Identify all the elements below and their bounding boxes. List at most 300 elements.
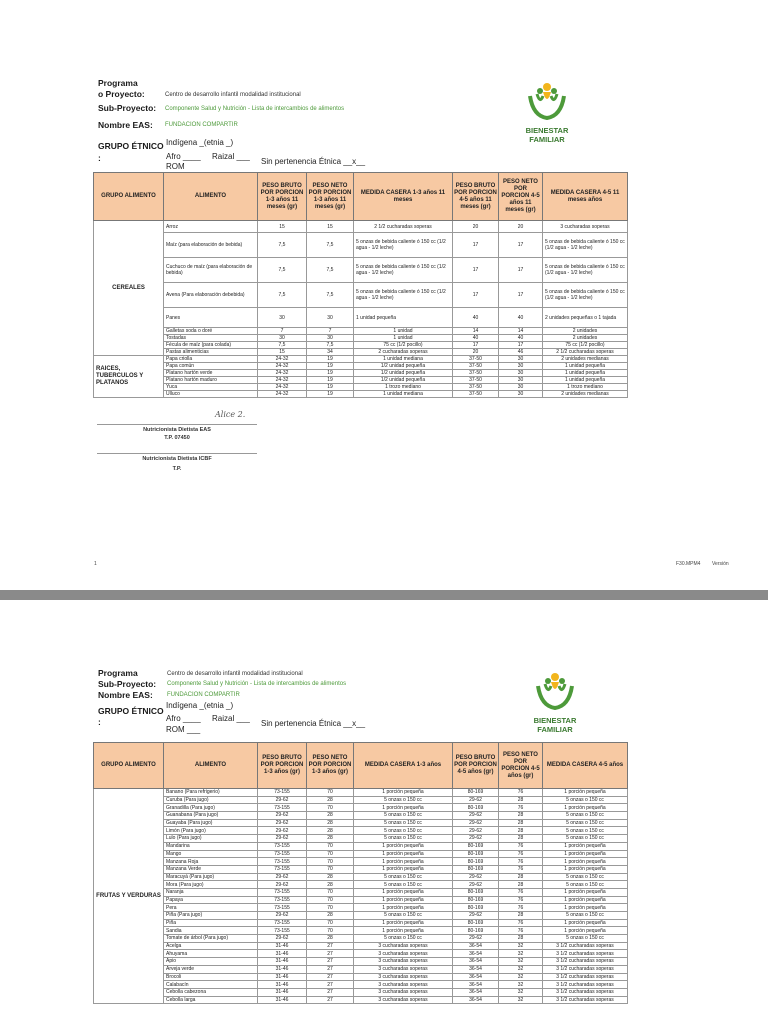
subproyecto-label: Sub-Proyecto: [98,679,157,689]
table-cell: 73-155 [258,804,307,812]
programa-label: Programa [98,78,138,88]
table-cell: 32 [499,973,543,981]
table-cell: 1 porción pequeña [543,858,628,866]
table-cell: 20 [453,221,499,233]
table-cell: 80-169 [453,858,499,866]
table-cell: 3 1/2 cucharadas soperas [543,996,628,1004]
table-cell: 29-62 [453,881,499,889]
table-cell: 3 1/2 cucharadas soperas [543,973,628,981]
column-header: ALIMENTO [164,173,258,221]
table-row [94,308,628,328]
table-cell: 29-62 [258,881,307,889]
bienestar-familiar-logo [517,80,577,144]
table-row [94,356,628,363]
table-cell: 30 [499,370,543,377]
table-cell: 37-50 [453,363,499,370]
raizal-field: Raizal ___ [212,152,250,161]
table-cell: 70 [307,789,354,797]
table-cell: 40 [499,335,543,342]
table-cell: Maíz (para elaboración de bebida) [164,233,258,258]
table-cell: 28 [307,873,354,881]
table-cell: Guanabana (Para jugo) [164,812,258,820]
table-cell: 73-155 [258,927,307,935]
table-row [94,233,628,258]
table-cell: 70 [307,896,354,904]
table-cell: 28 [499,812,543,820]
table-cell: 2 1/2 cucharadas soperas [543,349,628,356]
table-cell: Lulo (Para jugo) [164,835,258,843]
table-cell: 1/2 unidad pequeña [354,370,453,377]
table-cell: 7,5 [307,342,354,349]
table-cell: 24-32 [258,377,307,384]
table-cell: 28 [307,827,354,835]
table-cell: 1 unidad pequeña [354,308,453,328]
table-cell: 40 [453,308,499,328]
table-cell: 5 onzas o 150 cc [543,881,628,889]
table-cell: Manzana Verde [164,865,258,873]
signature-line-2 [97,453,257,454]
table-cell: 36-54 [453,973,499,981]
table-cell: 17 [499,283,543,308]
table-cell: 28 [307,812,354,820]
table-cell: 36-54 [453,988,499,996]
table-cell: 5 onzas o 150 cc [543,912,628,920]
table-cell: 80-169 [453,842,499,850]
table-cell: 17 [453,283,499,308]
table-cell: Granadilla (Para jugo) [164,804,258,812]
table-cell: 76 [499,858,543,866]
footer-version: Versión [712,561,729,567]
table-cell: Cebolla larga [164,996,258,1004]
table-cell: 34 [307,349,354,356]
table-cell: 32 [499,988,543,996]
table-cell: 80-169 [453,789,499,797]
table-cell: 15 [307,221,354,233]
exchange-table-1 [93,172,628,398]
table-cell: 40 [453,335,499,342]
table-cell: 28 [499,881,543,889]
table-cell: 1 unidad [354,335,453,342]
table-cell: 73-155 [258,896,307,904]
table-cell: 76 [499,789,543,797]
table-cell: 7,5 [258,233,307,258]
table-cell: 29-62 [258,835,307,843]
table-header-row [94,173,628,221]
sin-pertenencia-field: Sin pertenencia Étnica __x__ [261,157,366,166]
table-cell: 1 porción pequeña [354,904,453,912]
sig2-tp: T.P. [172,466,182,472]
table-cell: 32 [499,942,543,950]
table-cell: 30 [499,363,543,370]
table-row [94,958,628,966]
table-cell: Papa común [164,363,258,370]
table-cell: 5 onzas de bebida caliente ó 150 cc (1/2 agua - 1/2 leche) [543,258,628,283]
sig2-title: Nutricionista Dietista ICBF [142,456,212,462]
table-cell: Mango [164,850,258,858]
column-header: PESO NETO POR PORCION 1-3 años (gr) [307,743,354,789]
table-cell: 7,5 [307,283,354,308]
table-cell: 2 unidades medianas [543,356,628,363]
table-cell: Piña [164,919,258,927]
table-row [94,873,628,881]
logo-text-2: FAMILIAR [529,134,565,144]
table-cell: 19 [307,363,354,370]
table-row [94,858,628,866]
logo-text-2: FAMILIAR [537,724,573,734]
group-name-cell: FRUTAS Y VERDURAS [94,789,164,1004]
table-cell: Mandarina [164,842,258,850]
table-cell: 37-50 [453,356,499,363]
table-cell: 27 [307,942,354,950]
table-cell: 70 [307,888,354,896]
table-cell: 27 [307,973,354,981]
table-cell: 73-155 [258,919,307,927]
table-cell: 1 porción pequeña [543,789,628,797]
table-cell: 5 onzas o 150 cc [354,812,453,820]
column-header: PESO NETO POR PORCION 4-5 años 11 meses (gr) [499,173,543,221]
table-cell: 2 unidades [543,335,628,342]
sig1-title: Nutricionista Dietista EAS [143,427,211,433]
table-cell: 29-62 [258,812,307,820]
table-cell: 31-46 [258,950,307,958]
table-cell: Manzana Roja [164,858,258,866]
table-cell: 30 [258,335,307,342]
table-cell: 1 porción pequeña [354,804,453,812]
table-cell: Cuchuco de maíz (para elaboración de bebida) [164,258,258,283]
table-cell: 28 [499,796,543,804]
table-cell: 7,5 [258,283,307,308]
table-cell: 36-54 [453,942,499,950]
table-cell: 29-62 [258,873,307,881]
table-row [94,812,628,820]
table-cell: 27 [307,988,354,996]
table-cell: 14 [453,328,499,335]
table-row [94,950,628,958]
table-cell: 30 [307,335,354,342]
table-row [94,827,628,835]
table-cell: 17 [453,342,499,349]
table-cell: Yuca [164,384,258,391]
table-cell: 29-62 [453,819,499,827]
page-number: 1 [94,561,97,567]
table-cell: Papaya [164,896,258,904]
table-row [94,804,628,812]
table-cell: 2 cucharadas soperas [354,349,453,356]
table-cell: 5 onzas o 150 cc [354,796,453,804]
table-cell: 7,5 [307,233,354,258]
table-cell: Platano hartón verde [164,370,258,377]
table-cell: 5 onzas o 150 cc [354,827,453,835]
table-cell: 28 [307,881,354,889]
table-cell: Arroz [164,221,258,233]
table-cell: 37-50 [453,391,499,398]
table-cell: 5 onzas o 150 cc [354,835,453,843]
table-cell: 28 [307,796,354,804]
table-cell: 5 onzas o 150 cc [354,881,453,889]
table-cell: 76 [499,896,543,904]
table-cell: Maracuyá (Para jugo) [164,873,258,881]
grupo-etnico-colon: : [98,153,101,163]
table-cell: 1 porción pequeña [543,850,628,858]
table-cell: 28 [499,873,543,881]
table-row [94,789,628,797]
table-cell: 3 1/2 cucharadas soperas [543,958,628,966]
table-cell: 70 [307,850,354,858]
table-cell: 73-155 [258,842,307,850]
programa-value: Centro de desarrollo infantil modalidad institucional [165,92,301,98]
table-cell: 3 cucharadas soperas [354,973,453,981]
table-cell: 28 [499,935,543,943]
table-cell: 32 [499,965,543,973]
table-cell: 70 [307,927,354,935]
table-cell: 1 porción pequeña [543,865,628,873]
table-cell: 40 [499,308,543,328]
column-header: MEDIDA CASERA 4-5 11 meses años [543,173,628,221]
table-cell: 7 [307,328,354,335]
table-cell: 32 [499,958,543,966]
table-cell: 3 cucharadas soperas [354,996,453,1004]
table-cell: 29-62 [453,835,499,843]
table-cell: 75 cc (1/2 pocillo) [354,342,453,349]
table-cell: 5 onzas de bebida caliente ó 150 cc (1/2 agua - 1/2 leche) [543,233,628,258]
grupo-etnico-colon: : [98,717,101,727]
table-cell: 29-62 [258,912,307,920]
table-row [94,328,628,335]
table-cell: 37-50 [453,377,499,384]
logo-text-1: BIENESTAR [525,126,569,135]
table-cell: 2 unidades medianas [543,391,628,398]
table-cell: 5 onzas o 150 cc [354,873,453,881]
table-cell: 1 unidad pequeña [543,370,628,377]
table-cell: 70 [307,919,354,927]
signature-line-1 [97,424,257,425]
table-row [94,363,628,370]
column-header: ALIMENTO [164,743,258,789]
table-cell: 3 cucharadas soperas [354,958,453,966]
table-cell: 2 unidades [543,328,628,335]
table-cell: 36-54 [453,981,499,989]
table-cell: 1 porción pequeña [354,927,453,935]
table-cell: 27 [307,981,354,989]
table-cell: 29-62 [258,796,307,804]
table-cell: 5 onzas o 150 cc [354,819,453,827]
table-cell: Platano hartón maduro [164,377,258,384]
column-header: PESO BRUTO POR PORCION 4-5 años (gr) [453,743,499,789]
table-row [94,819,628,827]
table-cell: Ulluco [164,391,258,398]
table-cell: 36-54 [453,996,499,1004]
table-cell: 1 porción pequeña [543,804,628,812]
table-cell: 80-169 [453,896,499,904]
table-cell: 73-155 [258,888,307,896]
eas-label: Nombre EAS: [98,690,153,700]
table-cell: 70 [307,804,354,812]
table-cell: 5 onzas o 150 cc [543,819,628,827]
table-cell: 3 cucharadas soperas [354,942,453,950]
column-header: PESO NETO POR PORCION 1-3 años 11 meses (gr) [307,173,354,221]
table-cell: 3 1/2 cucharadas soperas [543,988,628,996]
table-cell: Curuba (Para jugo) [164,796,258,804]
table-cell: 28 [499,835,543,843]
table-cell: 3 cucharadas soperas [354,988,453,996]
table-cell: Naranja [164,888,258,896]
table-cell: 1 porción pequeña [354,842,453,850]
table-cell: 24-32 [258,391,307,398]
programa-label: Programa [98,668,138,678]
table-cell: 76 [499,865,543,873]
exchange-table-2 [93,742,628,1004]
table-cell: Pera [164,904,258,912]
table-cell: 17 [499,342,543,349]
table-cell: 76 [499,927,543,935]
table-row [94,384,628,391]
table-cell: 1 unidad [354,328,453,335]
table-cell: 24-32 [258,370,307,377]
table-cell: 76 [499,888,543,896]
table-cell: 76 [499,850,543,858]
table-row [94,342,628,349]
table-cell: 5 onzas o 150 cc [543,873,628,881]
table-cell: 1 porción pequeña [543,896,628,904]
table-cell: Apio [164,958,258,966]
column-header: MEDIDA CASERA 4-5 años [543,743,628,789]
table-row [94,935,628,943]
column-header: GRUPO ALIMENTO [94,173,164,221]
table-row [94,912,628,920]
table-cell: 80-169 [453,865,499,873]
table-row [94,221,628,233]
table-cell: Pastas alimenticias [164,349,258,356]
proyecto-label: o Proyecto: [98,89,145,99]
table-cell: Guayaba (Para jugo) [164,819,258,827]
table-cell: 46 [499,349,543,356]
table-cell: 1/2 unidad pequeña [354,363,453,370]
table-cell: 1 porción pequeña [354,789,453,797]
table-cell: 27 [307,965,354,973]
table-cell: 75 cc (1/2 pocillo) [543,342,628,349]
table-cell: 31-46 [258,958,307,966]
table-cell: 27 [307,950,354,958]
table-row [94,842,628,850]
table-cell: 37-50 [453,384,499,391]
afro-field: Afro ____ [166,714,201,723]
table-cell: 2 unidades pequeñas o 1 tajada [543,308,628,328]
eas-value: FUNDACION COMPARTIR [167,692,240,698]
table-cell: Tostadas [164,335,258,342]
table-cell: Acelga [164,942,258,950]
column-header: MEDIDA CASERA 1-3 años [354,743,453,789]
table-cell: 80-169 [453,804,499,812]
table-cell: 7,5 [258,342,307,349]
grupo-etnico-label: GRUPO ÉTNICO [98,141,164,151]
table-cell: Avena (Para elaboración debebida) [164,283,258,308]
table-cell: Calabacín [164,981,258,989]
footer-code: F30.MPM4 [676,561,701,567]
table-cell: 28 [499,912,543,920]
table-cell: 5 onzas o 150 cc [354,912,453,920]
table-cell: 31-46 [258,942,307,950]
table-cell: 7,5 [258,258,307,283]
table-row [94,865,628,873]
table-cell: 7,5 [307,258,354,283]
table-cell: 29-62 [258,935,307,943]
table-cell: 32 [499,950,543,958]
table-cell: 1 trozo mediano [354,384,453,391]
table-cell: 1 unidad mediana [354,391,453,398]
group-name-cell: CEREALES [94,221,164,356]
table-cell: 5 onzas de bebida caliente ó 150 cc (1/2 agua - 1/2 leche) [354,258,453,283]
table-cell: 24-32 [258,356,307,363]
table-cell: 76 [499,919,543,927]
table-row [94,850,628,858]
table-cell: 5 onzas o 150 cc [543,827,628,835]
table-cell: Mora (Para jugo) [164,881,258,889]
table-cell: 3 cucharadas soperas [354,950,453,958]
sig1-tp: T.P. 07450 [164,435,190,441]
table-cell: 70 [307,842,354,850]
table-cell: 28 [307,835,354,843]
rom-field: ROM [166,162,185,171]
table-cell: 19 [307,370,354,377]
table-cell: 20 [453,349,499,356]
table-cell: 27 [307,996,354,1004]
logo-text-1: BIENESTAR [533,716,577,725]
indigena-field: Indígena _(etnia _) [166,701,234,710]
subproyecto-value: Componente Salud y Nutrición - Lista de intercambios de alimentos [167,681,347,687]
table-row [94,981,628,989]
table-cell: 73-155 [258,789,307,797]
column-header: PESO NETO POR PORCION 4-5 años (gr) [499,743,543,789]
indigena-field: Indígena _(etnia _) [166,138,234,147]
table-cell: 17 [499,233,543,258]
table-cell: Arveja verde [164,965,258,973]
table-cell: 76 [499,804,543,812]
table-cell: 73-155 [258,865,307,873]
table-cell: 19 [307,377,354,384]
table-cell: 1 porción pequeña [543,927,628,935]
table-cell: Galletas soda o doré [164,328,258,335]
table-cell: 73-155 [258,850,307,858]
table-row [94,973,628,981]
table-cell: Tomate de árbol (Para jugo) [164,935,258,943]
table-cell: 5 onzas de bebida caliente ó 150 cc (1/2 agua - 1/2 leche) [354,233,453,258]
table-cell: 15 [258,349,307,356]
table-cell: 5 onzas o 150 cc [543,935,628,943]
sin-pertenencia-field: Sin pertenencia Étnica __x__ [261,719,366,728]
table-cell: 1 porción pequeña [543,919,628,927]
group-name-cell: RAICES, TUBERCULOS Y PLATANOS [94,356,164,398]
table-cell: 27 [307,958,354,966]
table-cell: 3 1/2 cucharadas soperas [543,965,628,973]
table-row [94,919,628,927]
table-cell: 29-62 [453,873,499,881]
table-cell: 70 [307,865,354,873]
table-cell: 31-46 [258,981,307,989]
table-cell: 29-62 [453,935,499,943]
table-row [94,835,628,843]
table-cell: 80-169 [453,904,499,912]
table-cell: 70 [307,858,354,866]
table-cell: 1 porción pequeña [354,919,453,927]
table-cell: 1 porción pequeña [543,842,628,850]
table-cell: 29-62 [453,827,499,835]
table-cell: 30 [499,384,543,391]
table-cell: 19 [307,356,354,363]
column-header: PESO BRUTO POR PORCION 1-3 años 11 meses (gr) [258,173,307,221]
table-cell: 80-169 [453,850,499,858]
table-cell: 32 [499,981,543,989]
document-page-2 [0,600,768,1024]
